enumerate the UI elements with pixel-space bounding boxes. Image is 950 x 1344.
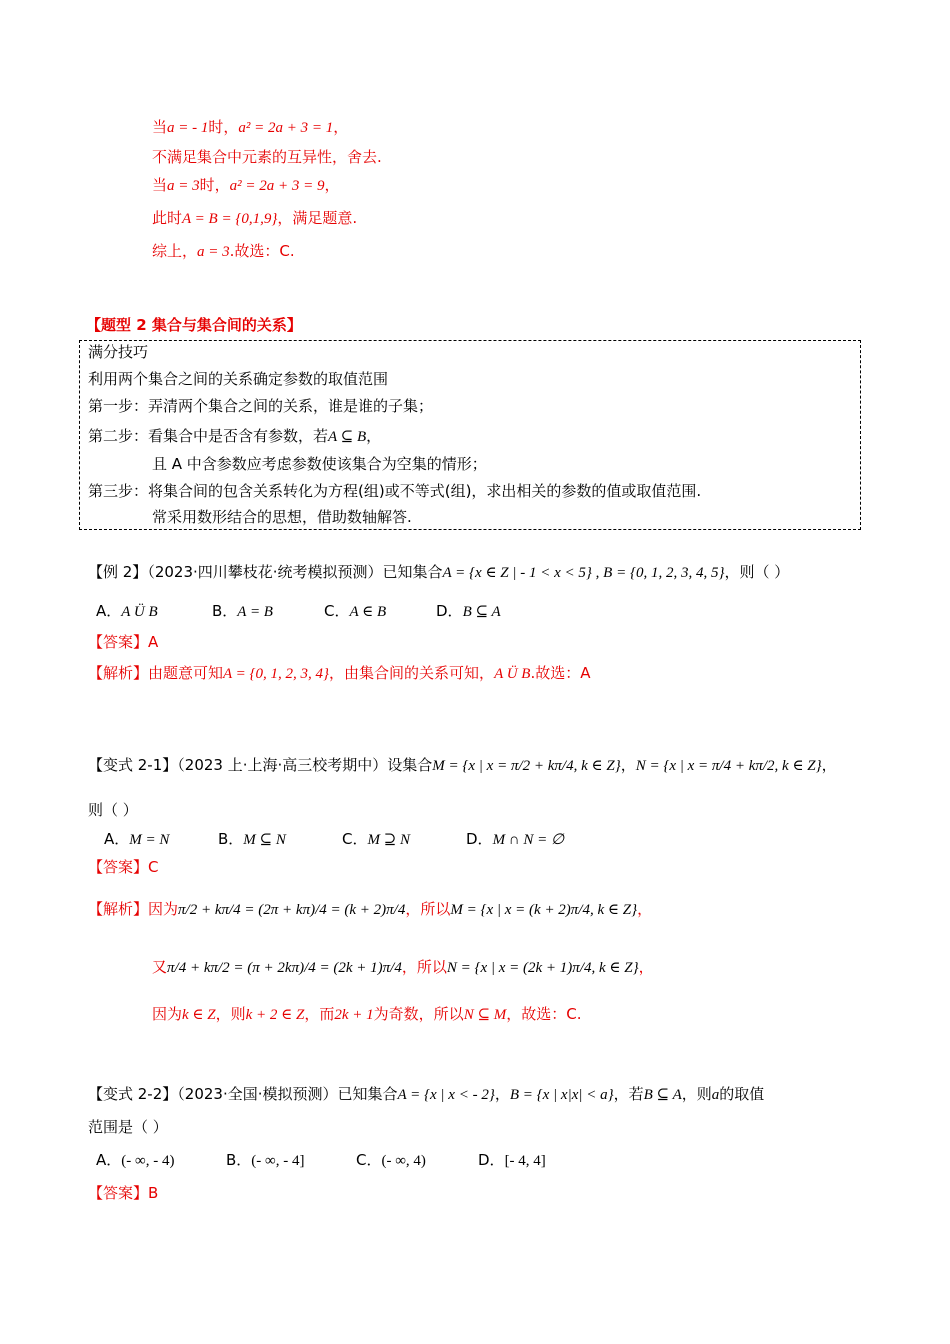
text: ， [333, 118, 349, 136]
text: 为奇数，所以 [373, 1005, 464, 1023]
math: 2k + 1 [334, 1007, 374, 1023]
math: a² = 2a + 3 = 1 [238, 120, 334, 136]
variant-2-1-option-b [218, 828, 286, 849]
math: A = B = {0,1,9} [182, 211, 278, 227]
text: 又 [152, 958, 168, 976]
text: （2023·全国·模拟预测）已知集合 [177, 1085, 398, 1103]
example-2-answer [88, 633, 158, 651]
text: 【答案】 [88, 1184, 149, 1202]
tips-step-2 [88, 427, 381, 446]
math: B ⊆ A [643, 1087, 682, 1103]
text: 【解析】 [88, 900, 149, 918]
variant-2-2-option-b [226, 1149, 304, 1170]
math: a = - 1 [167, 120, 209, 136]
example-2-option-d [436, 600, 501, 621]
text: ，所以 [401, 958, 447, 976]
text: 由题意可知 [148, 664, 224, 682]
text: .故选：C. [229, 242, 295, 260]
math: a = 3 [197, 244, 230, 260]
math: A ∈ B [349, 604, 387, 620]
variant-2-1-question [88, 756, 837, 775]
math: A Ü B [494, 666, 531, 682]
text: ， [637, 900, 653, 918]
tips-step-1 [88, 397, 433, 415]
text: ， [620, 756, 636, 774]
text: （2023·四川攀枝花·统考模拟预测）已知集合 [147, 563, 443, 581]
text: D． [478, 1151, 505, 1169]
text: 【变式 2-1】 [88, 756, 178, 774]
variant-2-1-analysis-3 [152, 1005, 582, 1024]
tips-step-2-cont: 且 A 中含参数应考虑参数使该集合为空集的情形； [152, 455, 487, 473]
text: D． [436, 602, 463, 620]
text: ，则 [215, 1005, 246, 1023]
math: B ⊆ A [462, 604, 501, 620]
text: A． [104, 830, 130, 848]
text: ， [324, 176, 340, 194]
text: 因为 [148, 900, 179, 918]
variant-2-1-option-d [466, 828, 564, 849]
math: M ⊇ N [367, 832, 411, 848]
variant-2-1-option-a [104, 828, 169, 849]
variant-2-1-analysis-2 [152, 958, 654, 977]
text: ， [821, 756, 837, 774]
example-2-question [88, 563, 789, 582]
text: ，由集合间的关系可知， [329, 664, 495, 682]
text: .故选：A [530, 664, 591, 682]
text: ，而 [304, 1005, 335, 1023]
text: C． [324, 602, 350, 620]
text: ，则 [681, 1085, 712, 1103]
text: 【例 2】 [88, 563, 148, 581]
math: k ∈ Z [182, 1007, 216, 1023]
variant-2-2-option-d [478, 1149, 546, 1170]
text: （2023 上·上海·高三校考期中）设集合 [177, 756, 433, 774]
text: C [148, 858, 159, 876]
text: ， [638, 958, 654, 976]
example-2-option-b [212, 600, 273, 621]
variant-2-1-option-c [342, 828, 410, 849]
text: 第三步： [88, 482, 149, 500]
text: 【变式 2-2】 [88, 1085, 178, 1103]
text: A． [96, 1151, 122, 1169]
text: 当 [152, 118, 168, 136]
math: A ⊆ B [328, 429, 367, 445]
math: M = N [129, 832, 170, 848]
math: a² = 2a + 3 = 9 [229, 178, 325, 194]
text: 综上， [152, 242, 198, 260]
tips-line-1: 利用两个集合之间的关系确定参数的取值范围 [88, 370, 389, 388]
solution-line-2: 不满足集合中元素的互异性，舍去. [152, 148, 382, 166]
text: B [148, 1184, 159, 1202]
math: π/4 + kπ/2 = (π + 2kπ)/4 = (2k + 1)π/4 [167, 960, 402, 976]
math: B = {x | x|x| < a} [509, 1087, 614, 1103]
math: A = {x ∈ Z | - 1 < x < 5} , B = {0, 1, 2, 3, 4, 5} [442, 565, 725, 581]
text: B． [226, 1151, 252, 1169]
text: C． [356, 1151, 382, 1169]
text: D． [466, 830, 493, 848]
text: ，满足题意. [277, 209, 358, 227]
text: C． [342, 830, 368, 848]
variant-2-1-answer [88, 858, 159, 876]
example-2-analysis [88, 664, 590, 683]
math: A = {0, 1, 2, 3, 4} [223, 666, 330, 682]
text: B． [218, 830, 244, 848]
variant-2-2-answer [88, 1184, 158, 1202]
text: ， [366, 427, 382, 445]
math: A Ü B [121, 604, 158, 620]
math: N = {x | x = (2k + 1)π/4, k ∈ Z} [446, 960, 639, 976]
math: (- ∞, - 4] [251, 1153, 305, 1169]
math: a [711, 1087, 720, 1103]
text: B． [212, 602, 238, 620]
math: [- 4, 4] [504, 1153, 546, 1169]
solution-line-5 [152, 242, 295, 261]
text: 当 [152, 176, 168, 194]
text: ，所以 [405, 900, 451, 918]
text: ，则（ ） [724, 563, 790, 581]
text: 【解析】 [88, 664, 149, 682]
math: π/2 + kπ/4 = (2π + kπ)/4 = (k + 2)π/4 [178, 902, 406, 918]
text: 时， [199, 176, 230, 194]
math: M ∩ N = ∅ [492, 832, 565, 848]
math: a = 3 [167, 178, 200, 194]
variant-2-2-option-a [96, 1149, 174, 1170]
text: ， [494, 1085, 510, 1103]
text: ，若 [613, 1085, 644, 1103]
example-2-option-a [96, 600, 158, 621]
variant-2-1-analysis-1 [88, 900, 652, 919]
example-2-option-c [324, 600, 386, 621]
tips-step-3-cont: 常采用数形结合的思想，借助数轴解答. [152, 508, 412, 526]
text: 时， [208, 118, 239, 136]
variant-2-2-option-c [356, 1149, 426, 1170]
solution-line-3 [152, 176, 340, 195]
text: 【答案】 [88, 858, 149, 876]
text: 将集合间的包含关系转化为方程(组)或不等式(组)，求出相关的参数的值或取值范围. [148, 482, 702, 500]
text: A． [96, 602, 122, 620]
solution-line-4 [152, 209, 357, 228]
variant-2-1-then: 则（ ） [88, 801, 138, 819]
text: A [148, 633, 159, 651]
solution-line-1 [152, 118, 348, 137]
variant-2-2-question [88, 1085, 764, 1104]
math: N ⊆ M [463, 1007, 507, 1023]
math: M = {x | x = (k + 2)π/4, k ∈ Z} [450, 902, 638, 918]
text: ，故选：C. [506, 1005, 582, 1023]
tips-title: 满分技巧 [88, 343, 149, 361]
variant-2-2-line-2: 范围是（ ） [88, 1118, 168, 1136]
section-heading: 【题型 2 集合与集合间的关系】 [86, 316, 302, 334]
text: 看集合中是否含有参数，若 [148, 427, 329, 445]
text: 【答案】 [88, 633, 149, 651]
math: A = B [237, 604, 273, 620]
math: N = {x | x = π/4 + kπ/2, k ∈ Z} [635, 758, 822, 774]
text: 第二步： [88, 427, 149, 445]
tips-step-3 [88, 482, 701, 500]
text: 弄清两个集合之间的关系，谁是谁的子集； [148, 397, 434, 415]
math: k + 2 ∈ Z [245, 1007, 305, 1023]
math: M = {x | x = π/2 + kπ/4, k ∈ Z} [432, 758, 621, 774]
math: (- ∞, - 4) [121, 1153, 175, 1169]
math: M ⊆ N [243, 832, 286, 848]
text: 因为 [152, 1005, 183, 1023]
math: (- ∞, 4) [381, 1153, 426, 1169]
math: A = {x | x < - 2} [397, 1087, 495, 1103]
text: 第一步： [88, 397, 149, 415]
text: 此时 [152, 209, 183, 227]
text: 的取值 [719, 1085, 765, 1103]
